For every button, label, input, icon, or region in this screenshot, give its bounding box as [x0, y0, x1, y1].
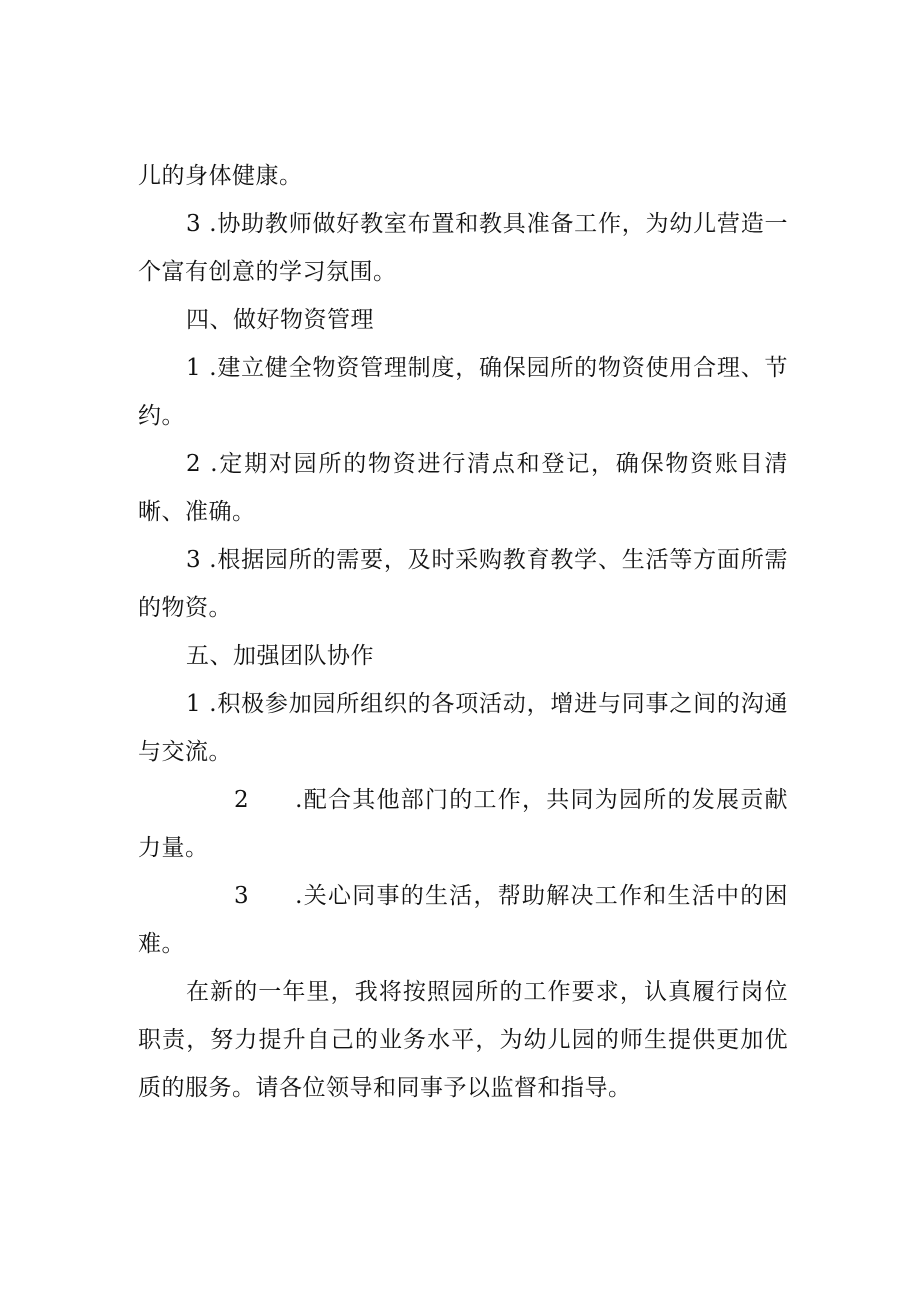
- paragraph-closing: 在新的一年里，我将按照园所的工作要求，认真履行岗位职责，努力提升自己的业务水平，为幼儿园的师生提供更加优质的服务。请各位领导和同事予以监督和指导。: [138, 979, 788, 1101]
- item-number: 2: [234, 787, 250, 813]
- paragraph-item-3-teaching-support: 3 .协助教师做好教室布置和教具准备工作，为幼儿营造一个富有创意的学习氛围。: [138, 211, 788, 285]
- section-heading-teamwork: 五、加强团队协作: [186, 643, 374, 669]
- item-text: .关心同事的生活，帮助解决工作和生活中的困难。: [138, 883, 788, 957]
- paragraph-item-1-activities: 1 .积极参加园所组织的各项活动，增进与同事之间的沟通与交流。: [138, 691, 788, 765]
- section-heading-supplies: 四、做好物资管理: [186, 307, 374, 333]
- paragraph-item-3-supplies-purchase: 3 .根据园所的需要，及时采购教育教学、生活等方面所需的物资。: [138, 547, 788, 621]
- paragraph-item-1-supplies-system: 1 .建立健全物资管理制度，确保园所的物资使用合理、节约。: [138, 355, 788, 429]
- paragraph-item-3-care: [138, 872, 788, 968]
- item-number: 3: [234, 883, 250, 909]
- paragraph-item-2-cooperation: [138, 776, 788, 872]
- paragraph-item-2-supplies-inventory: 2 .定期对园所的物资进行清点和登记，确保物资账目清晰、准确。: [138, 451, 788, 525]
- paragraph-continuation: 儿的身体健康。: [138, 163, 303, 189]
- document-body: [138, 152, 788, 1112]
- item-text: .配合其他部门的工作，共同为园所的发展贡献力量。: [138, 787, 788, 861]
